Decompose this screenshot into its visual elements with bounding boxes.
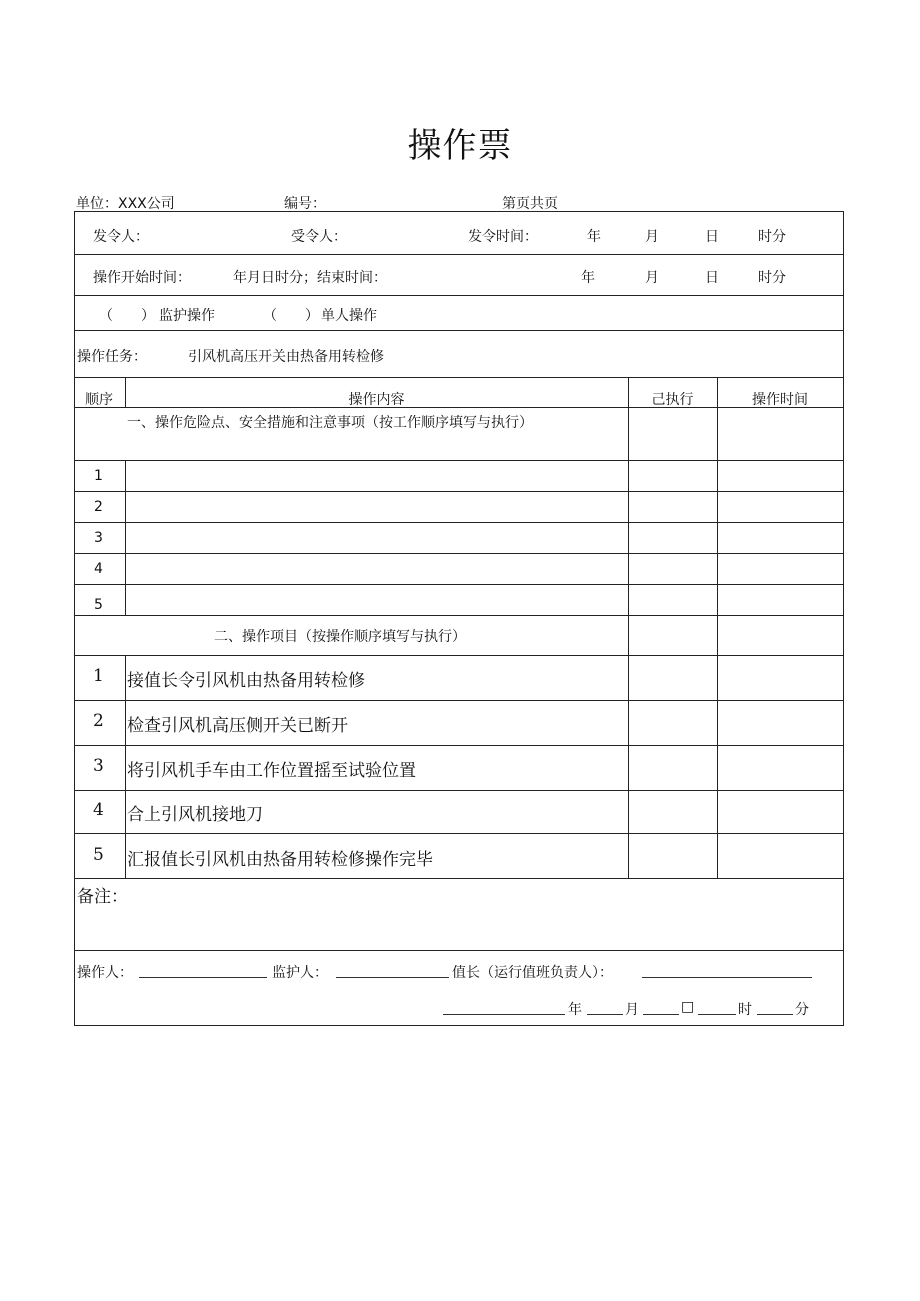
operator-signature-line [139, 977, 267, 978]
supervisor-signature-line [336, 977, 449, 978]
sign-hour-line [698, 1014, 736, 1015]
operation-ticket-form [74, 211, 844, 1026]
order-year: 年 [587, 229, 601, 245]
shift-leader-label: 值长（运行值班负责人）： [452, 965, 613, 981]
unit-label: 单位： [76, 196, 118, 212]
unit-value: XXX公司 [118, 196, 175, 212]
step-seq: 5 [93, 845, 104, 865]
end-year: 年 [581, 270, 595, 286]
sign-month-line [587, 1014, 623, 1015]
supervisor-label: 监护人： [272, 965, 328, 981]
single-label: 单人操作 [321, 308, 377, 324]
sign-year-line [443, 1014, 565, 1015]
col-seq-header: 顺序 [85, 392, 113, 408]
page-count-label: 第页共页 [502, 196, 558, 212]
step-seq: 1 [93, 666, 104, 686]
step-content: 合上引风机接地刀 [127, 805, 263, 825]
single-checkbox[interactable]: （ ） [263, 308, 319, 324]
table-row-seq: 5 [94, 597, 103, 613]
sign-minute-line [757, 1014, 793, 1015]
operator-label: 操作人： [77, 965, 133, 981]
start-end-fields: 年月日时分；结束时间： [233, 270, 387, 286]
remarks-label: 备注： [77, 887, 128, 907]
end-day: 日 [705, 270, 719, 286]
step-content: 接值长令引风机由热备用转检修 [127, 671, 365, 691]
page-title: 操作票 [407, 126, 513, 166]
step-seq: 2 [93, 711, 104, 731]
order-hour-minute: 时分 [758, 229, 786, 245]
supervised-checkbox[interactable]: （ ） [99, 308, 155, 324]
table-row-seq: 3 [94, 530, 103, 546]
number-label: 编号： [284, 196, 326, 212]
step-content: 检查引风机高压侧开关已断开 [127, 716, 348, 736]
table-row-seq: 4 [94, 561, 103, 577]
col-content-header: 操作内容 [348, 392, 405, 408]
task-label: 操作任务： [77, 349, 147, 365]
start-time-label: 操作开始时间： [93, 270, 191, 286]
shift-leader-signature-line [642, 977, 812, 978]
sign-day-line [643, 1014, 679, 1015]
unit-field [76, 193, 175, 213]
end-hour-minute: 时分 [758, 270, 786, 286]
sign-month: 月 [625, 1002, 639, 1018]
step-seq: 4 [93, 800, 104, 820]
issuer-label: 发令人： [93, 229, 149, 245]
step-content: 将引风机手车由工作位置摇至试验位置 [127, 761, 416, 781]
col-time-header: 操作时间 [752, 392, 808, 408]
order-day: 日 [705, 229, 719, 245]
step-seq: 3 [93, 756, 104, 776]
table-row-seq: 1 [94, 468, 103, 484]
section1-title: 一、操作危险点、安全措施和注意事项（按工作顺序填写与执行） [127, 415, 533, 431]
col-done-header: 己执行 [651, 392, 694, 408]
step-content: 汇报值长引风机由热备用转检修操作完毕 [127, 850, 433, 870]
sign-year: 年 [568, 1002, 582, 1018]
sign-hour: 时 [738, 1002, 752, 1018]
section2-title: 二、操作项目（按操作顺序填写与执行） [214, 629, 466, 645]
supervised-label: 监护操作 [159, 308, 215, 324]
end-month: 月 [645, 270, 659, 286]
table-row-seq: 2 [94, 499, 103, 515]
task-value: 引风机高压开关由热备用转检修 [188, 349, 384, 365]
sign-minute: 分 [795, 1002, 809, 1018]
receiver-label: 受令人： [291, 229, 347, 245]
order-month: 月 [645, 229, 659, 245]
order-time-label: 发令时间： [468, 229, 538, 245]
sign-day-box: □ [681, 999, 695, 1015]
